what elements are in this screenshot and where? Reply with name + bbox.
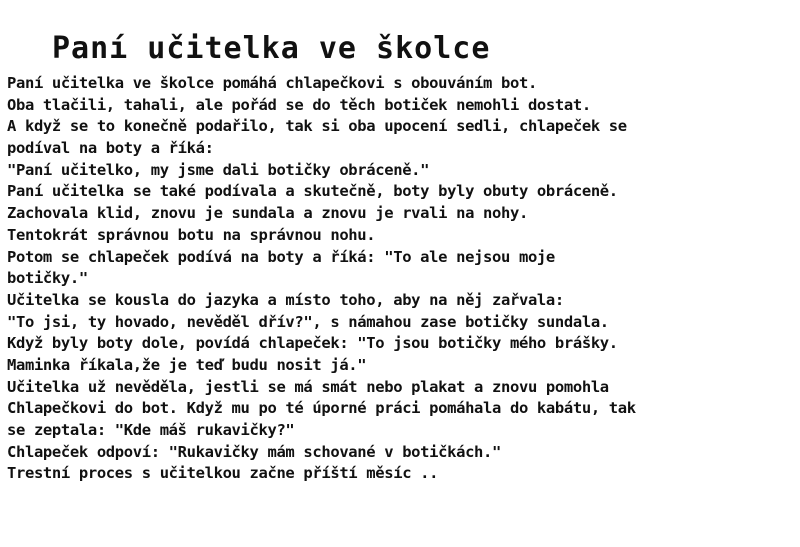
text-line: podíval na boty a říká: — [7, 139, 214, 158]
text-line: Paní učitelka ve školce pomáhá chlapečkovi s obouváním bot. — [7, 74, 537, 92]
text-line: Chlapečkovi do bot. Když mu po té úporné práci pomáhala do kabátu, tak — [7, 399, 636, 418]
text-line: Učitelka už nevěděla, jestli se má smát nebo plakat a znovu pomohla — [7, 377, 609, 396]
page-title: Paní učitelka ve školce — [52, 31, 491, 66]
text-line: Když byly boty dole, povídá chlapeček: "To jsou botičky mého brášky. — [7, 334, 618, 353]
text-line: Tentokrát správnou botu na správnou nohu. — [7, 225, 376, 244]
text-line: Trestní proces s učitelkou začne příští měsíc .. — [7, 464, 439, 483]
text-line: botičky." — [7, 269, 88, 288]
joke-text — [7, 73, 797, 485]
text-line: "To jsi, ty hovado, nevěděl dřív?", s námahou zase botičky sundala. — [7, 312, 609, 331]
text-line: Paní učitelka se také podívala a skutečně, boty byly obuty obráceně. — [7, 182, 618, 201]
text-line: Zachovala klid, znovu je sundala a znovu je rvali na nohy. — [7, 204, 528, 223]
text-line: Maminka říkala,že je teď budu nosit já." — [7, 355, 367, 374]
text-line: Potom se chlapeček podívá na boty a říká: "To ale nejsou moje — [7, 247, 555, 266]
text-line: Učitelka se kousla do jazyka a místo toho, aby na něj zařvala: — [7, 290, 564, 309]
text-line: Oba tlačili, tahali, ale pořád se do těch botiček nemohli dostat. — [7, 95, 591, 114]
text-line: A když se to konečně podařilo, tak si oba upocení sedli, chlapeček se — [7, 117, 627, 136]
text-line: "Paní učitelko, my jsme dali botičky obráceně." — [7, 160, 430, 179]
text-line: Chlapeček odpoví: "Rukavičky mám schované v botičkách." — [7, 442, 501, 461]
text-line: se zeptala: "Kde máš rukavičky?" — [7, 421, 295, 439]
